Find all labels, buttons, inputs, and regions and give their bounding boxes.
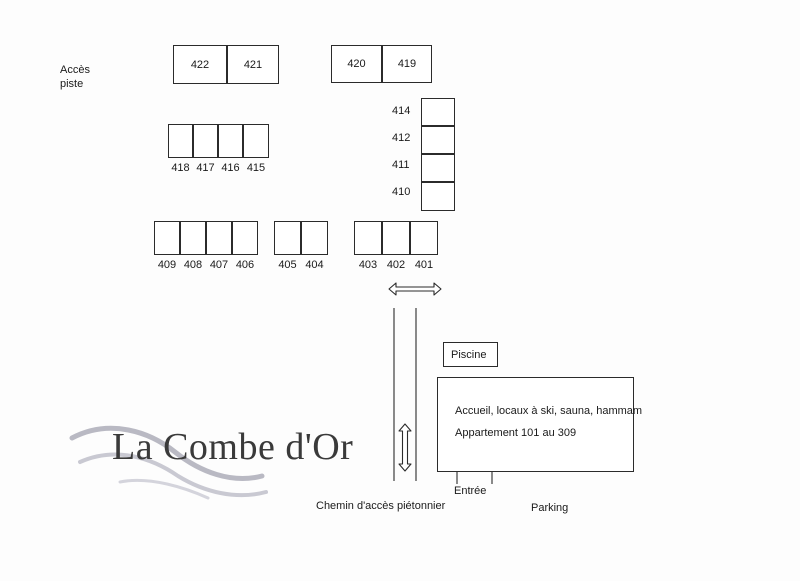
unit-415-label: 415 bbox=[246, 162, 266, 174]
unit-406-label: 406 bbox=[235, 259, 255, 271]
piscine-label: Piscine bbox=[451, 349, 487, 361]
entree-label: Entrée bbox=[454, 485, 487, 497]
unit-412[interactable] bbox=[421, 126, 455, 154]
unit-402[interactable] bbox=[382, 221, 410, 255]
unit-417-label: 417 bbox=[196, 162, 215, 174]
unit-404[interactable] bbox=[301, 221, 328, 255]
unit-409-label: 409 bbox=[157, 259, 177, 271]
unit-401-label: 401 bbox=[414, 259, 434, 271]
acces-piste-line1: Accès bbox=[60, 64, 90, 76]
unit-403-label: 403 bbox=[358, 259, 378, 271]
unit-415[interactable] bbox=[243, 124, 269, 158]
unit-404-label: 404 bbox=[305, 259, 324, 271]
unit-401[interactable] bbox=[410, 221, 438, 255]
unit-411-label: 411 bbox=[392, 159, 410, 171]
unit-406[interactable] bbox=[232, 221, 258, 255]
unit-410[interactable] bbox=[421, 182, 455, 211]
unit-416[interactable] bbox=[218, 124, 243, 158]
unit-403[interactable] bbox=[354, 221, 382, 255]
unit-411[interactable] bbox=[421, 154, 455, 182]
unit-410-label: 410 bbox=[392, 186, 411, 198]
chemin-label: Chemin d'accès piétonnier bbox=[316, 500, 446, 512]
unit-405-label: 405 bbox=[278, 259, 297, 271]
unit-414[interactable] bbox=[421, 98, 455, 126]
main-building-box[interactable] bbox=[437, 377, 634, 472]
appartement-label: Appartement 101 au 309 bbox=[455, 427, 577, 439]
unit-418[interactable] bbox=[168, 124, 193, 158]
unit-417[interactable] bbox=[193, 124, 218, 158]
unit-412-label: 412 bbox=[392, 132, 411, 144]
acces-piste-line2: piste bbox=[60, 78, 84, 90]
unit-408[interactable] bbox=[180, 221, 206, 255]
unit-421-label: 421 bbox=[243, 58, 263, 71]
unit-408-label: 408 bbox=[183, 259, 203, 271]
unit-405[interactable] bbox=[274, 221, 301, 255]
unit-422-label: 422 bbox=[190, 58, 210, 71]
accueil-label: Accueil, locaux à ski, sauna, hammam bbox=[455, 405, 643, 417]
unit-407-label: 407 bbox=[209, 259, 229, 271]
parking-label: Parking bbox=[531, 502, 569, 514]
unit-407[interactable] bbox=[206, 221, 232, 255]
unit-420-label: 420 bbox=[347, 58, 366, 70]
acces-piste-label bbox=[60, 63, 90, 91]
unit-419-label: 419 bbox=[397, 58, 417, 70]
unit-418-label: 418 bbox=[171, 162, 190, 174]
unit-402-label: 402 bbox=[386, 259, 406, 271]
unit-416-label: 416 bbox=[221, 162, 240, 174]
resort-logo: La Combe d'Or bbox=[112, 426, 354, 468]
unit-409[interactable] bbox=[154, 221, 180, 255]
unit-414-label: 414 bbox=[392, 105, 411, 117]
